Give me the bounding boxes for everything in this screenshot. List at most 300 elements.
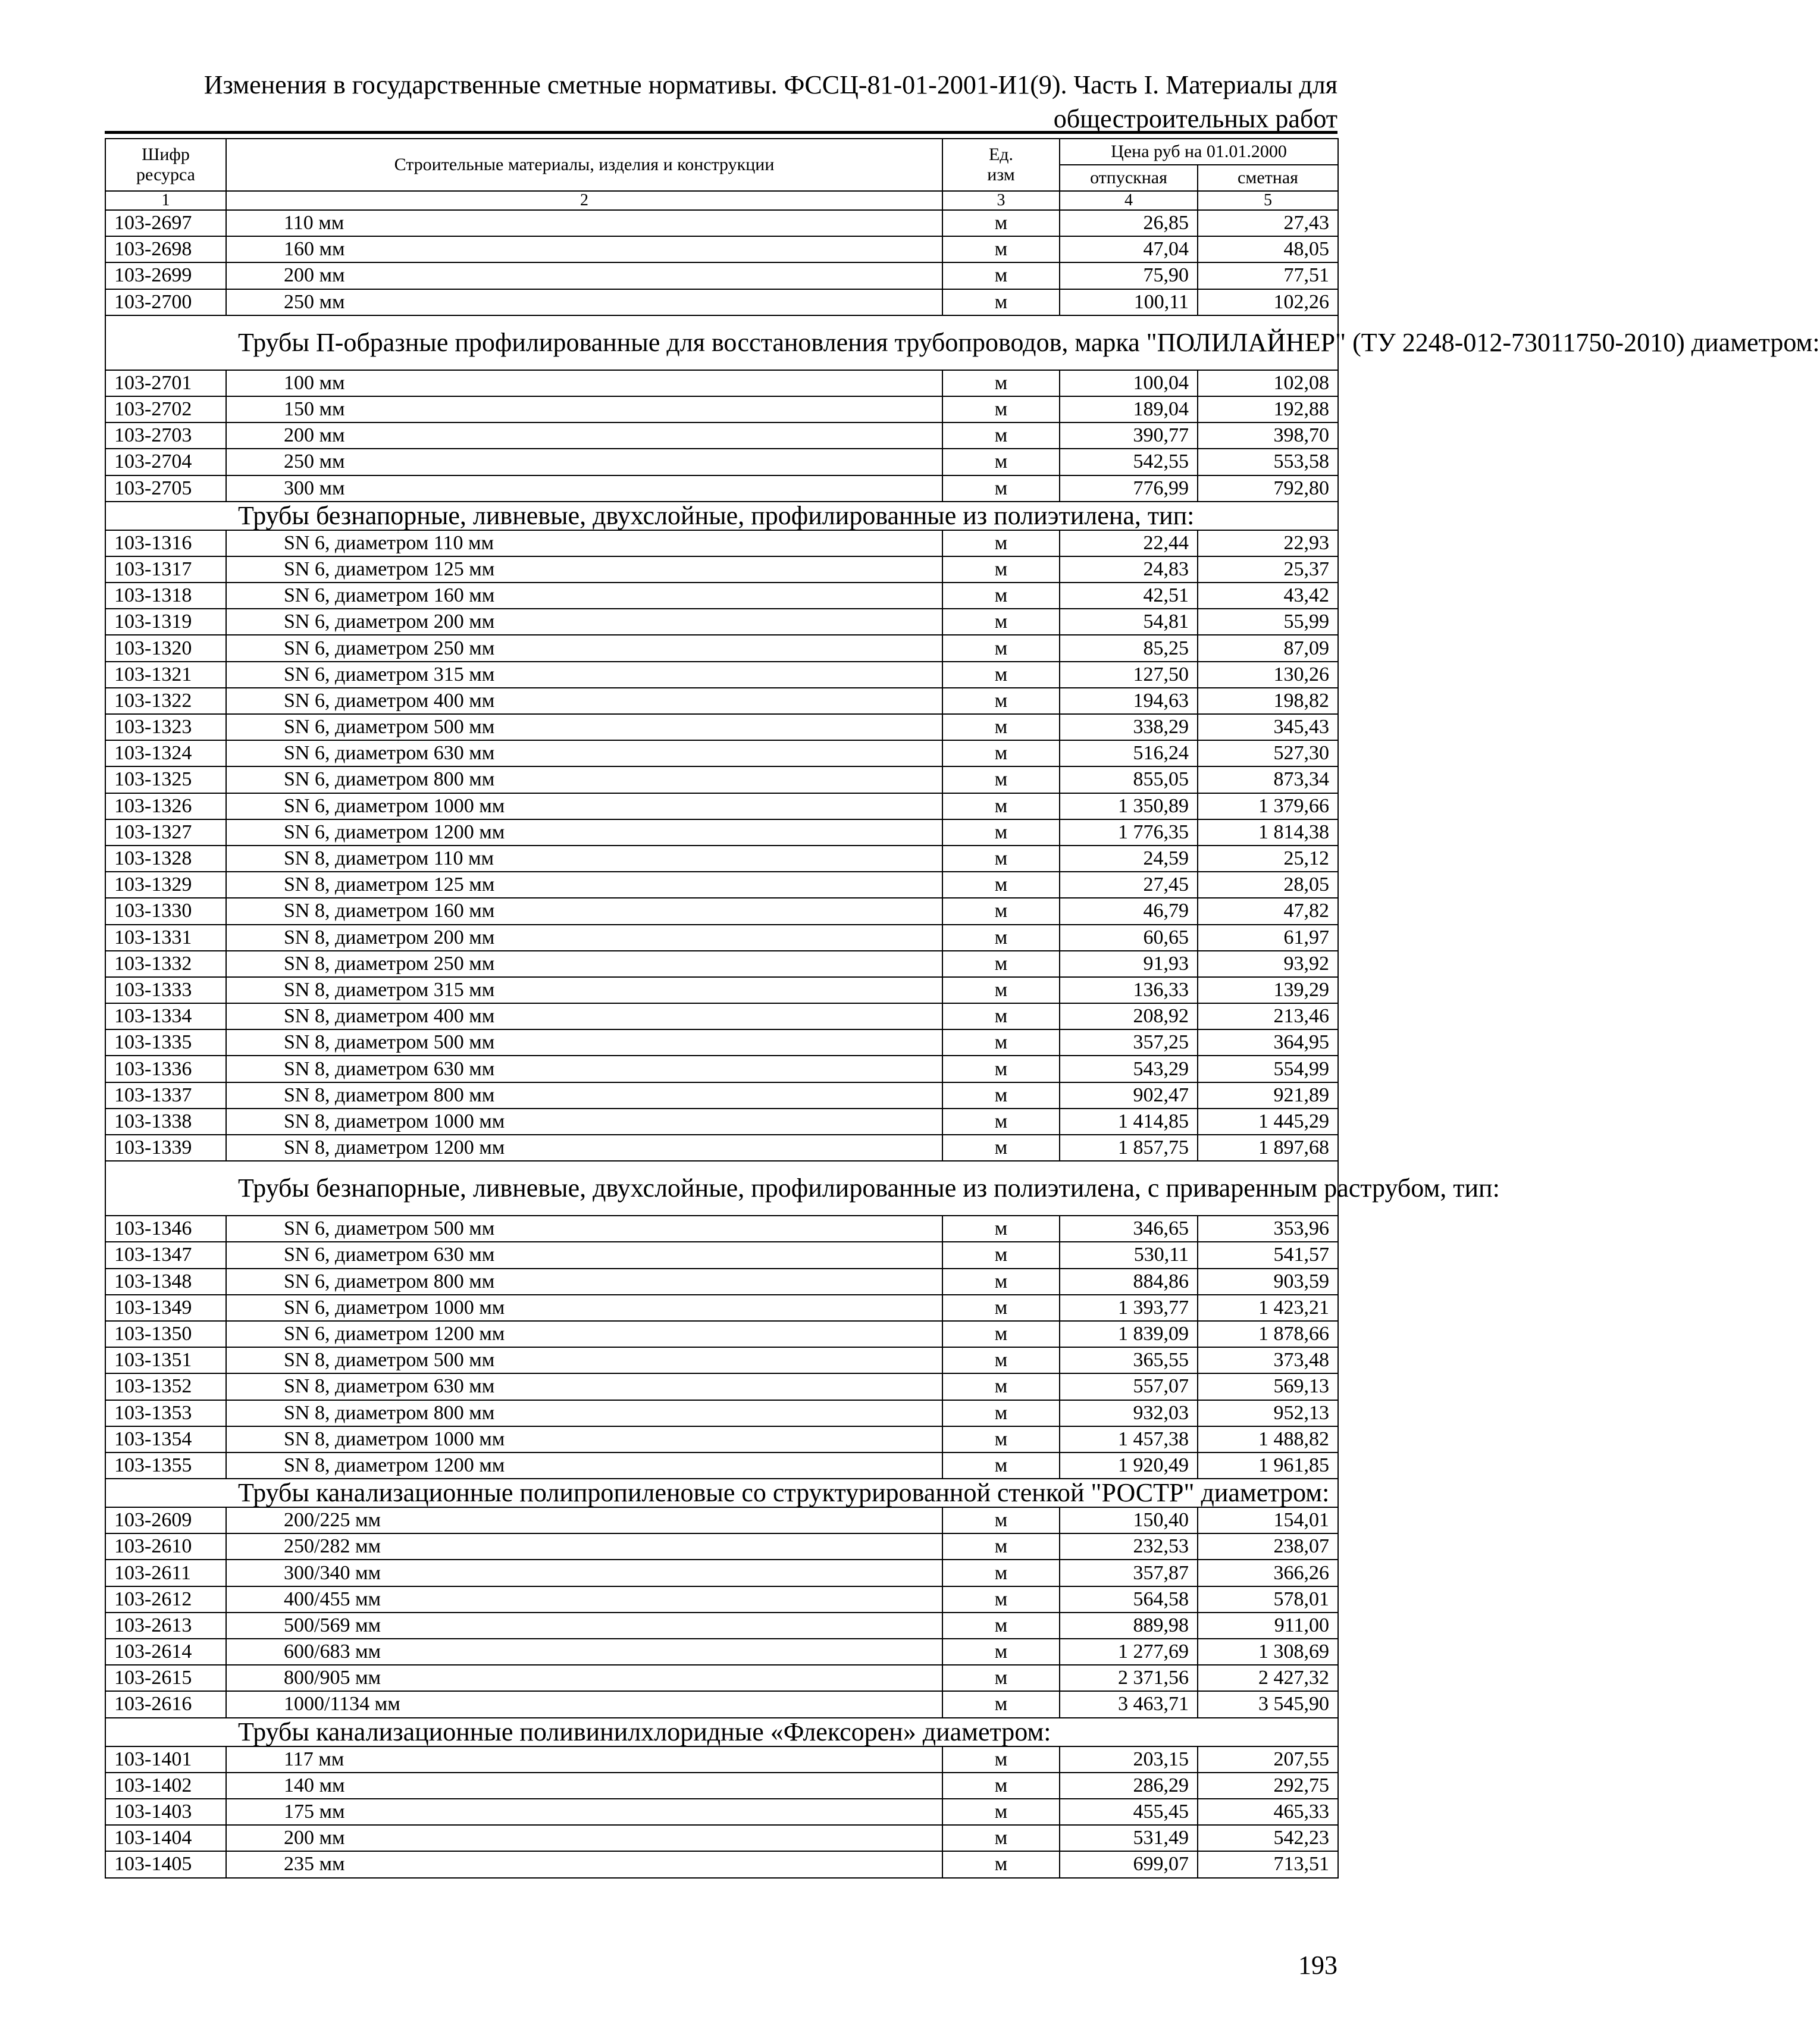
material-name-cell: SN 6, диаметром 1200 мм: [226, 819, 942, 846]
unit-cell: м: [942, 475, 1060, 502]
table-row: [105, 688, 1338, 714]
column-header-code: Шифр ресурса: [105, 139, 226, 191]
unit-cell: м: [942, 1109, 1060, 1135]
table-row: [105, 583, 1338, 609]
material-name-cell: 400/455 мм: [226, 1586, 942, 1613]
estimate-price-cell: 1 308,69: [1198, 1639, 1338, 1665]
resource-code-cell: 103-1333: [105, 977, 226, 1003]
release-price-cell: 776,99: [1060, 475, 1198, 502]
unit-cell: м: [942, 1773, 1060, 1799]
unit-cell: м: [942, 925, 1060, 951]
release-price-cell: 189,04: [1060, 396, 1198, 422]
column-number: 1: [105, 191, 226, 210]
estimate-price-cell: 553,58: [1198, 449, 1338, 475]
release-price-cell: 902,47: [1060, 1082, 1198, 1109]
estimate-price-cell: 713,51: [1198, 1851, 1338, 1877]
table-row: [105, 1400, 1338, 1426]
column-number-row: [105, 191, 1338, 210]
estimate-price-cell: 373,48: [1198, 1347, 1338, 1373]
material-name-cell: 300 мм: [226, 475, 942, 502]
table-row: [105, 1109, 1338, 1135]
resource-code-cell: 103-1352: [105, 1373, 226, 1400]
section-heading: Трубы безнапорные, ливневые, двухслойные, профилированные из полиэтилена, тип:: [105, 502, 1338, 530]
resource-code-cell: 103-1330: [105, 898, 226, 924]
material-name-cell: SN 8, диаметром 500 мм: [226, 1347, 942, 1373]
table-row: [105, 1216, 1338, 1242]
release-price-cell: 24,59: [1060, 846, 1198, 872]
unit-cell: м: [942, 846, 1060, 872]
resource-code-cell: 103-2699: [105, 262, 226, 289]
unit-cell: м: [942, 422, 1060, 449]
unit-cell: м: [942, 1799, 1060, 1825]
material-name-cell: SN 6, диаметром 200 мм: [226, 609, 942, 635]
resource-code-cell: 103-2616: [105, 1691, 226, 1717]
material-name-cell: 200 мм: [226, 262, 942, 289]
resource-code-cell: 103-1334: [105, 1003, 226, 1029]
release-price-cell: 1 839,09: [1060, 1321, 1198, 1347]
table-row: [105, 1295, 1338, 1321]
resource-code-cell: 103-1321: [105, 662, 226, 688]
unit-cell: м: [942, 1056, 1060, 1082]
release-price-cell: 932,03: [1060, 1400, 1198, 1426]
release-price-cell: 203,15: [1060, 1746, 1198, 1773]
header-line-2: общестроительных работ: [1053, 104, 1337, 133]
table-row: [105, 1851, 1338, 1877]
estimate-price-cell: 47,82: [1198, 898, 1338, 924]
release-price-cell: 516,24: [1060, 740, 1198, 766]
unit-cell: м: [942, 583, 1060, 609]
estimate-price-cell: 102,08: [1198, 370, 1338, 396]
column-header-price: Цена руб на 01.01.2000: [1060, 139, 1338, 165]
table-row: [105, 396, 1338, 422]
unit-cell: м: [942, 1321, 1060, 1347]
resource-code-cell: 103-1353: [105, 1400, 226, 1426]
material-name-cell: SN 6, диаметром 110 мм: [226, 530, 942, 556]
resource-code-cell: 103-2610: [105, 1533, 226, 1560]
estimate-price-cell: 345,43: [1198, 714, 1338, 740]
estimate-price-cell: 93,92: [1198, 951, 1338, 977]
material-name-cell: SN 8, диаметром 200 мм: [226, 925, 942, 951]
release-price-cell: 346,65: [1060, 1216, 1198, 1242]
material-name-cell: SN 8, диаметром 110 мм: [226, 846, 942, 872]
unit-cell: м: [942, 714, 1060, 740]
material-name-cell: SN 8, диаметром 1200 мм: [226, 1135, 942, 1161]
material-name-cell: SN 8, диаметром 400 мм: [226, 1003, 942, 1029]
table-row: [105, 925, 1338, 951]
estimate-price-cell: 578,01: [1198, 1586, 1338, 1613]
resource-code-cell: 103-1328: [105, 846, 226, 872]
resource-code-cell: 103-1332: [105, 951, 226, 977]
release-price-cell: 3 463,71: [1060, 1691, 1198, 1717]
unit-cell: м: [942, 1400, 1060, 1426]
estimate-price-cell: 1 961,85: [1198, 1452, 1338, 1479]
table-row: [105, 1452, 1338, 1479]
estimate-price-cell: 22,93: [1198, 530, 1338, 556]
table-row: [105, 1242, 1338, 1268]
table-row: [105, 1426, 1338, 1452]
unit-cell: м: [942, 1613, 1060, 1639]
estimate-price-cell: 61,97: [1198, 925, 1338, 951]
resource-code-cell: 103-1404: [105, 1825, 226, 1851]
material-name-cell: SN 6, диаметром 500 мм: [226, 1216, 942, 1242]
unit-cell: м: [942, 872, 1060, 898]
unit-cell: м: [942, 662, 1060, 688]
material-name-cell: SN 8, диаметром 500 мм: [226, 1029, 942, 1056]
release-price-cell: 286,29: [1060, 1773, 1198, 1799]
table-row: [105, 422, 1338, 449]
estimate-price-cell: 25,37: [1198, 556, 1338, 583]
unit-cell: м: [942, 819, 1060, 846]
table-row: [105, 1003, 1338, 1029]
release-price-cell: 85,25: [1060, 635, 1198, 661]
column-number: 2: [226, 191, 942, 210]
estimate-price-cell: 911,00: [1198, 1613, 1338, 1639]
resource-code-cell: 103-1325: [105, 766, 226, 793]
section-heading: Трубы П-образные профилированные для восстановления трубопроводов, марка "ПОЛИЛАЙНЕР" (ТУ 2248-012-73011750-2010) диаметром:: [105, 315, 1338, 370]
table-row: [105, 846, 1338, 872]
price-table: [105, 138, 1820, 1879]
section-heading: Трубы канализационные поливинилхлоридные «Флексорен» диаметром:: [105, 1718, 1338, 1746]
material-name-cell: SN 6, диаметром 1200 мм: [226, 1321, 942, 1347]
section-heading-row: [105, 1479, 1338, 1507]
resource-code-cell: 103-1322: [105, 688, 226, 714]
material-name-cell: 600/683 мм: [226, 1639, 942, 1665]
release-price-cell: 1 350,89: [1060, 793, 1198, 819]
unit-cell: м: [942, 609, 1060, 635]
unit-cell: м: [942, 1746, 1060, 1773]
estimate-price-cell: 139,29: [1198, 977, 1338, 1003]
unit-cell: м: [942, 1135, 1060, 1161]
unit-cell: м: [942, 210, 1060, 236]
unit-cell: м: [942, 1373, 1060, 1400]
material-name-cell: 250 мм: [226, 289, 942, 315]
table-row: [105, 1082, 1338, 1109]
estimate-price-cell: 366,26: [1198, 1560, 1338, 1586]
estimate-price-cell: 542,23: [1198, 1825, 1338, 1851]
estimate-price-cell: 55,99: [1198, 609, 1338, 635]
unit-cell: м: [942, 1639, 1060, 1665]
material-name-cell: 175 мм: [226, 1799, 942, 1825]
unit-cell: м: [942, 635, 1060, 661]
material-name-cell: 250/282 мм: [226, 1533, 942, 1560]
estimate-price-cell: 207,55: [1198, 1746, 1338, 1773]
resource-code-cell: 103-1336: [105, 1056, 226, 1082]
estimate-price-cell: 1 445,29: [1198, 1109, 1338, 1135]
material-name-cell: SN 6, диаметром 500 мм: [226, 714, 942, 740]
table-row: [105, 898, 1338, 924]
release-price-cell: 884,86: [1060, 1269, 1198, 1295]
material-name-cell: SN 6, диаметром 315 мм: [226, 662, 942, 688]
estimate-price-cell: 353,96: [1198, 1216, 1338, 1242]
material-name-cell: SN 6, диаметром 630 мм: [226, 1242, 942, 1268]
release-price-cell: 543,29: [1060, 1056, 1198, 1082]
table-row: [105, 210, 1338, 236]
estimate-price-cell: 554,99: [1198, 1056, 1338, 1082]
material-name-cell: 160 мм: [226, 236, 942, 262]
estimate-price-cell: 569,13: [1198, 1373, 1338, 1400]
material-name-cell: 150 мм: [226, 396, 942, 422]
release-price-cell: 1 857,75: [1060, 1135, 1198, 1161]
unit-cell: м: [942, 793, 1060, 819]
release-price-cell: 699,07: [1060, 1851, 1198, 1877]
estimate-price-cell: 1 878,66: [1198, 1321, 1338, 1347]
page-number: 193: [1298, 1951, 1337, 1980]
estimate-price-cell: 130,26: [1198, 662, 1338, 688]
material-name-cell: SN 8, диаметром 1000 мм: [226, 1109, 942, 1135]
table-row: [105, 262, 1338, 289]
release-price-cell: 26,85: [1060, 210, 1198, 236]
table-row: [105, 1799, 1338, 1825]
material-name-cell: 800/905 мм: [226, 1665, 942, 1691]
unit-cell: м: [942, 1029, 1060, 1056]
release-price-cell: 855,05: [1060, 766, 1198, 793]
resource-code-cell: 103-1350: [105, 1321, 226, 1347]
page-header: [105, 68, 1337, 136]
table-row: [105, 289, 1338, 315]
unit-cell: м: [942, 1825, 1060, 1851]
table-row: [105, 1746, 1338, 1773]
resource-code-cell: 103-1338: [105, 1109, 226, 1135]
section-heading-row: [105, 1161, 1338, 1216]
material-name-cell: SN 8, диаметром 1200 мм: [226, 1452, 942, 1479]
table-row: [105, 530, 1338, 556]
release-price-cell: 127,50: [1060, 662, 1198, 688]
table-head: [105, 139, 1338, 210]
resource-code-cell: 103-2613: [105, 1613, 226, 1639]
material-name-cell: SN 8, диаметром 630 мм: [226, 1373, 942, 1400]
release-price-cell: 1 920,49: [1060, 1452, 1198, 1479]
table-row: [105, 662, 1338, 688]
estimate-price-cell: 873,34: [1198, 766, 1338, 793]
release-price-cell: 75,90: [1060, 262, 1198, 289]
unit-cell: м: [942, 898, 1060, 924]
estimate-price-cell: 921,89: [1198, 1082, 1338, 1109]
unit-cell: м: [942, 396, 1060, 422]
estimate-price-cell: 213,46: [1198, 1003, 1338, 1029]
unit-cell: м: [942, 1507, 1060, 1533]
resource-code-cell: 103-1401: [105, 1746, 226, 1773]
resource-code-cell: 103-1402: [105, 1773, 226, 1799]
resource-code-cell: 103-1348: [105, 1269, 226, 1295]
unit-cell: м: [942, 1295, 1060, 1321]
resource-code-cell: 103-2697: [105, 210, 226, 236]
section-heading-row: [105, 315, 1338, 370]
column-number: 5: [1198, 191, 1338, 210]
material-name-cell: 200 мм: [226, 1825, 942, 1851]
material-name-cell: SN 6, диаметром 250 мм: [226, 635, 942, 661]
unit-cell: м: [942, 1003, 1060, 1029]
release-price-cell: 1 414,85: [1060, 1109, 1198, 1135]
table-row: [105, 635, 1338, 661]
release-price-cell: 2 371,56: [1060, 1665, 1198, 1691]
release-price-cell: 27,45: [1060, 872, 1198, 898]
resource-code-cell: 103-1317: [105, 556, 226, 583]
unit-cell: м: [942, 951, 1060, 977]
release-price-cell: 530,11: [1060, 1242, 1198, 1268]
resource-code-cell: 103-1324: [105, 740, 226, 766]
estimate-price-cell: 27,43: [1198, 210, 1338, 236]
table-row: [105, 556, 1338, 583]
unit-cell: м: [942, 1851, 1060, 1877]
release-price-cell: 47,04: [1060, 236, 1198, 262]
estimate-price-cell: 25,12: [1198, 846, 1338, 872]
release-price-cell: 1 457,38: [1060, 1426, 1198, 1452]
table-row: [105, 1586, 1338, 1613]
resource-code-cell: 103-2704: [105, 449, 226, 475]
material-name-cell: SN 6, диаметром 125 мм: [226, 556, 942, 583]
table-row: [105, 1056, 1338, 1082]
material-name-cell: SN 6, диаметром 1000 мм: [226, 793, 942, 819]
unit-cell: м: [942, 1452, 1060, 1479]
material-name-cell: 110 мм: [226, 210, 942, 236]
release-price-cell: 889,98: [1060, 1613, 1198, 1639]
material-name-cell: SN 6, диаметром 800 мм: [226, 1269, 942, 1295]
material-name-cell: SN 8, диаметром 250 мм: [226, 951, 942, 977]
release-price-cell: 357,25: [1060, 1029, 1198, 1056]
unit-cell: м: [942, 740, 1060, 766]
material-name-cell: 100 мм: [226, 370, 942, 396]
estimate-price-cell: 192,88: [1198, 396, 1338, 422]
unit-cell: м: [942, 1691, 1060, 1717]
release-price-cell: 100,04: [1060, 370, 1198, 396]
table-row: [105, 1269, 1338, 1295]
resource-code-cell: 103-1403: [105, 1799, 226, 1825]
release-price-cell: 1 277,69: [1060, 1639, 1198, 1665]
unit-cell: м: [942, 1269, 1060, 1295]
resource-code-cell: 103-2705: [105, 475, 226, 502]
estimate-price-cell: 198,82: [1198, 688, 1338, 714]
release-price-cell: 338,29: [1060, 714, 1198, 740]
release-price-cell: 91,93: [1060, 951, 1198, 977]
column-number: 3: [942, 191, 1060, 210]
estimate-price-cell: 398,70: [1198, 422, 1338, 449]
table-row: [105, 1373, 1338, 1400]
column-number: 4: [1060, 191, 1198, 210]
material-name-cell: 300/340 мм: [226, 1560, 942, 1586]
release-price-cell: 564,58: [1060, 1586, 1198, 1613]
resource-code-cell: 103-1327: [105, 819, 226, 846]
table-row: [105, 1533, 1338, 1560]
table-body: [105, 210, 1820, 1878]
table-row: [105, 793, 1338, 819]
unit-cell: м: [942, 236, 1060, 262]
unit-cell: м: [942, 1533, 1060, 1560]
unit-cell: м: [942, 1242, 1060, 1268]
estimate-price-cell: 2 427,32: [1198, 1665, 1338, 1691]
estimate-price-cell: 364,95: [1198, 1029, 1338, 1056]
material-name-cell: SN 8, диаметром 160 мм: [226, 898, 942, 924]
estimate-price-cell: 1 379,66: [1198, 793, 1338, 819]
unit-cell: м: [942, 370, 1060, 396]
release-price-cell: 208,92: [1060, 1003, 1198, 1029]
table-row: [105, 609, 1338, 635]
table-row: [105, 1321, 1338, 1347]
estimate-price-cell: 1 897,68: [1198, 1135, 1338, 1161]
resource-code-cell: 103-2701: [105, 370, 226, 396]
resource-code-cell: 103-1405: [105, 1851, 226, 1877]
section-heading-row: [105, 502, 1338, 530]
unit-cell: м: [942, 1216, 1060, 1242]
resource-code-cell: 103-1329: [105, 872, 226, 898]
table-row: [105, 475, 1338, 502]
table-row: [105, 1560, 1338, 1586]
resource-code-cell: 103-2702: [105, 396, 226, 422]
unit-cell: м: [942, 1426, 1060, 1452]
resource-code-cell: 103-1319: [105, 609, 226, 635]
unit-cell: м: [942, 1082, 1060, 1109]
resource-code-cell: 103-2611: [105, 1560, 226, 1586]
release-price-cell: 54,81: [1060, 609, 1198, 635]
resource-code-cell: 103-1316: [105, 530, 226, 556]
release-price-cell: 232,53: [1060, 1533, 1198, 1560]
release-price-cell: 365,55: [1060, 1347, 1198, 1373]
estimate-price-cell: 43,42: [1198, 583, 1338, 609]
header-rule: [105, 131, 1337, 134]
section-heading-row: [105, 1718, 1338, 1746]
resource-code-cell: 103-2700: [105, 289, 226, 315]
material-name-cell: 500/569 мм: [226, 1613, 942, 1639]
resource-code-cell: 103-1326: [105, 793, 226, 819]
material-name-cell: 1000/1134 мм: [226, 1691, 942, 1717]
column-header-estimate-price: сметная: [1198, 165, 1338, 191]
column-header-release-price: отпускная: [1060, 165, 1198, 191]
material-name-cell: SN 8, диаметром 800 мм: [226, 1400, 942, 1426]
resource-code-cell: 103-2615: [105, 1665, 226, 1691]
table-row: [105, 819, 1338, 846]
release-price-cell: 22,44: [1060, 530, 1198, 556]
estimate-price-cell: 1 423,21: [1198, 1295, 1338, 1321]
estimate-price-cell: 28,05: [1198, 872, 1338, 898]
section-heading: Трубы безнапорные, ливневые, двухслойные, профилированные из полиэтилена, с приваренным раструбом, тип:: [105, 1161, 1338, 1216]
table-row: [105, 766, 1338, 793]
resource-code-cell: 103-1355: [105, 1452, 226, 1479]
header-line-1: Изменения в государственные сметные нормативы. ФССЦ-81-01-2001-И1(9). Часть I. Материалы для: [203, 70, 1337, 99]
unit-cell: м: [942, 1560, 1060, 1586]
estimate-price-cell: 3 545,90: [1198, 1691, 1338, 1717]
material-name-cell: 117 мм: [226, 1746, 942, 1773]
table-row: [105, 1507, 1338, 1533]
resource-code-cell: 103-1335: [105, 1029, 226, 1056]
release-price-cell: 100,11: [1060, 289, 1198, 315]
unit-cell: м: [942, 530, 1060, 556]
resource-code-cell: 103-1320: [105, 635, 226, 661]
material-name-cell: 200/225 мм: [226, 1507, 942, 1533]
resource-code-cell: 103-1346: [105, 1216, 226, 1242]
material-name-cell: SN 8, диаметром 315 мм: [226, 977, 942, 1003]
unit-cell: м: [942, 556, 1060, 583]
material-name-cell: SN 8, диаметром 125 мм: [226, 872, 942, 898]
estimate-price-cell: 527,30: [1198, 740, 1338, 766]
unit-cell: м: [942, 262, 1060, 289]
release-price-cell: 557,07: [1060, 1373, 1198, 1400]
resource-code-cell: 103-2609: [105, 1507, 226, 1533]
table-row: [105, 1825, 1338, 1851]
resource-code-cell: 103-1351: [105, 1347, 226, 1373]
resource-code-cell: 103-2614: [105, 1639, 226, 1665]
material-name-cell: SN 6, диаметром 400 мм: [226, 688, 942, 714]
material-name-cell: SN 6, диаметром 160 мм: [226, 583, 942, 609]
unit-cell: м: [942, 1665, 1060, 1691]
release-price-cell: 1 393,77: [1060, 1295, 1198, 1321]
resource-code-cell: 103-1339: [105, 1135, 226, 1161]
material-name-cell: SN 6, диаметром 630 мм: [226, 740, 942, 766]
unit-cell: м: [942, 977, 1060, 1003]
estimate-price-cell: 952,13: [1198, 1400, 1338, 1426]
estimate-price-cell: 238,07: [1198, 1533, 1338, 1560]
release-price-cell: 24,83: [1060, 556, 1198, 583]
table-row: [105, 1773, 1338, 1799]
table-row: [105, 370, 1338, 396]
